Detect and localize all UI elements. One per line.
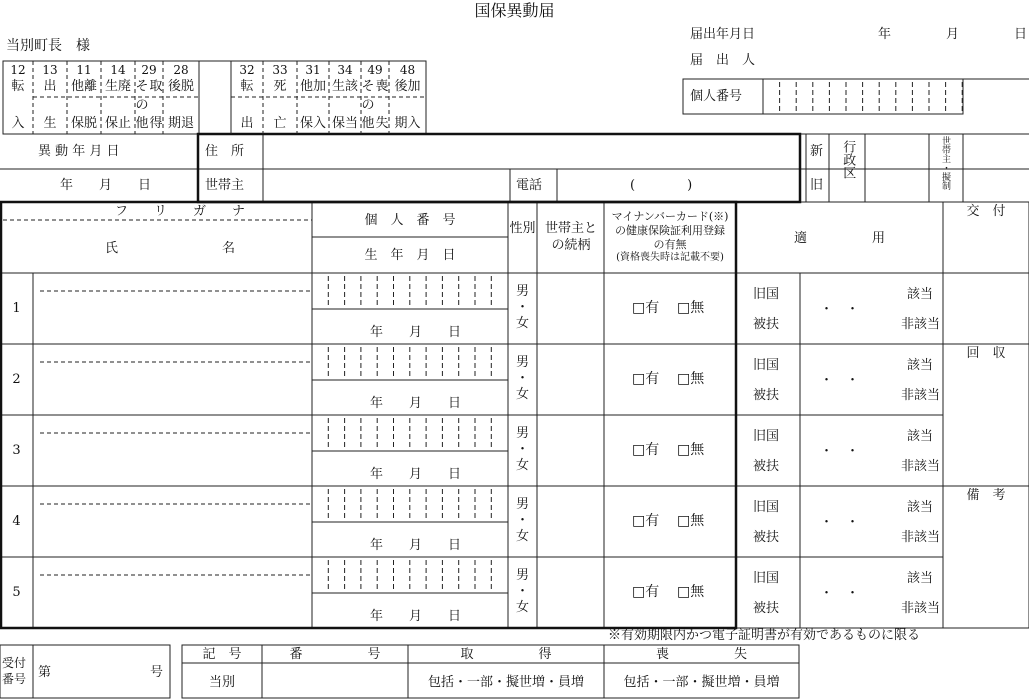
bt-shutoku-value: 包括・一部・擬世増・員増 (427, 675, 584, 690)
code-top-label: 後加 (394, 79, 421, 94)
code-number: 14 (110, 63, 126, 77)
row-number: 5 (12, 585, 21, 600)
change-date-units: 年 月 日 (60, 178, 152, 193)
code-bottom-label: 得 (149, 116, 163, 131)
remarks-header: 備 考 (966, 488, 1006, 503)
birthdate-units: 年 月 日 (370, 538, 462, 553)
applicable-option[interactable]: 該当 (907, 571, 934, 586)
mynumber-header-2: の健康保険証利用登録 (615, 224, 725, 237)
personal-number-label: 個人番号 (690, 89, 743, 104)
gender-male[interactable]: 男 (515, 426, 529, 441)
gender-female[interactable]: 女 (515, 600, 529, 615)
code-top-label: 後脱 (167, 79, 194, 94)
new-label: 新 (810, 144, 824, 159)
birthdate-header: 生 年 月 日 (364, 248, 456, 263)
personal-number-field[interactable] (313, 275, 507, 308)
application-date-dots: ・ ・ (820, 302, 860, 317)
applicable-option[interactable]: 該当 (907, 287, 934, 302)
hifu-label: 被扶 (753, 601, 780, 616)
mynumber-has-checkbox[interactable]: □有 (632, 442, 660, 458)
relationship-field[interactable] (538, 346, 603, 413)
application-date-dots: ・ ・ (820, 586, 860, 601)
code-top-label: 転 (240, 79, 254, 94)
address-field[interactable] (264, 136, 799, 168)
code-bottom-label: 他 (361, 116, 375, 131)
gender-male[interactable]: 男 (515, 284, 529, 299)
gender-male[interactable]: 男 (515, 497, 529, 512)
birthdate-units: 年 月 日 (370, 396, 462, 411)
gender-female[interactable]: 女 (515, 316, 529, 331)
mynumber-none-checkbox[interactable]: □無 (677, 584, 705, 600)
application-date-dots: ・ ・ (820, 515, 860, 530)
bt-bangou-field[interactable] (263, 664, 407, 697)
filing-year-unit: 年 (878, 27, 892, 42)
code-bottom-label: 期退 (167, 116, 194, 131)
furigana-field[interactable] (40, 417, 310, 433)
bt-bangou-header: 番 号 (289, 647, 381, 662)
household-head-label: 世帯主 (205, 178, 245, 193)
code-mid-label: の (361, 98, 375, 113)
furigana-field[interactable] (40, 275, 310, 291)
old-label: 旧 (810, 178, 824, 193)
row-number: 4 (12, 514, 21, 529)
code-top-label: 喪 (375, 79, 389, 94)
code-bottom-label: 入 (11, 116, 25, 131)
bt-kigou-header: 記 号 (202, 647, 242, 662)
code-bottom-label: 保入 (299, 116, 326, 131)
household-head-field[interactable] (264, 171, 509, 201)
code-number: 12 (10, 63, 26, 77)
code-number: 33 (272, 63, 288, 77)
relationship-field[interactable] (538, 559, 603, 626)
code-number: 13 (42, 63, 58, 77)
personal-number-field[interactable] (313, 417, 507, 450)
addressee: 当別町長 様 (6, 38, 90, 54)
kokuho-label: 旧国 (753, 287, 780, 302)
collection-header: 回 収 (966, 346, 1006, 361)
gender-male[interactable]: 男 (515, 355, 529, 370)
reception-go: 号 (150, 665, 164, 680)
mynumber-has-checkbox[interactable]: □有 (632, 584, 660, 600)
bt-soshitsu-value: 包括・一部・擬世増・員増 (623, 675, 780, 690)
name-field[interactable] (36, 577, 310, 625)
code-top-label: 取 (149, 79, 163, 94)
birthdate-units: 年 月 日 (370, 467, 462, 482)
relationship-field[interactable] (538, 488, 603, 555)
reception-label-1: 受付 (2, 656, 27, 670)
kokuho-label: 旧国 (753, 358, 780, 373)
member-row (0, 415, 1029, 486)
code-number: 28 (173, 63, 189, 77)
code-bottom-label: 期入 (394, 116, 421, 131)
mynumber-header-1: マイナンバーカード(※) (611, 210, 729, 223)
personal-number-field[interactable] (313, 346, 507, 379)
relationship-field[interactable] (538, 275, 603, 342)
hifu-label: 被扶 (753, 530, 780, 545)
phone-label: 電話 (516, 178, 543, 193)
code-number: 49 (367, 63, 383, 77)
head-system-label: 世帯主・擬制 (940, 136, 950, 190)
code-number: 34 (337, 63, 353, 77)
not-applicable-option[interactable]: 非該当 (901, 388, 941, 403)
furigana-field[interactable] (40, 488, 310, 504)
footnote: ※有効期限内かつ電子証明書が有効であるものに限る (608, 628, 921, 643)
code-top-label: 他離 (70, 79, 97, 94)
gender-dot: ・ (515, 442, 529, 457)
gender-female[interactable]: 女 (515, 387, 529, 402)
hifu-label: 被扶 (753, 388, 780, 403)
code-number: 32 (239, 63, 255, 77)
applicant-label: 届 出 人 (690, 53, 756, 68)
filing-date-label: 届出年月日 (690, 27, 756, 42)
not-applicable-option[interactable]: 非該当 (901, 317, 941, 332)
gender-header: 性別 (509, 221, 536, 236)
reception-dai: 第 (38, 665, 52, 680)
member-row (0, 273, 1029, 344)
code-top-label: そ (361, 79, 375, 94)
code-bottom-label: 亡 (273, 116, 287, 131)
furigana-header: フ リ ガ ナ (114, 204, 245, 219)
code-bottom-label: 保当 (331, 116, 358, 131)
furigana-field[interactable] (40, 346, 310, 362)
hifu-label: 被扶 (753, 459, 780, 474)
bt-shutoku-header: 取 得 (460, 647, 552, 662)
gender-dot: ・ (515, 300, 529, 315)
member-row (0, 486, 1029, 557)
mynumber-header-4: (資格喪失時は記載不要) (616, 252, 724, 263)
admin-area-label: 行政区 (840, 140, 856, 179)
gender-female[interactable]: 女 (515, 529, 529, 544)
member-row (0, 557, 1029, 628)
code-number: 48 (399, 63, 416, 77)
code-top-label: 生該 (331, 79, 358, 94)
personal-number-field[interactable] (313, 488, 507, 521)
gender-dot: ・ (515, 584, 529, 599)
reception-label-2: 番号 (2, 672, 27, 686)
code-bottom-label: 保止 (104, 116, 131, 131)
applicable-option[interactable]: 該当 (907, 358, 934, 373)
kokuho-label: 旧国 (753, 429, 780, 444)
name-field[interactable] (36, 435, 310, 483)
birthdate-units: 年 月 日 (370, 609, 462, 624)
relationship-field[interactable] (538, 417, 603, 484)
code-bottom-label: 出 (240, 116, 254, 131)
mynumber-none-checkbox[interactable]: □無 (677, 300, 705, 316)
not-applicable-option[interactable]: 非該当 (901, 459, 941, 474)
code-bottom-label: 保脱 (70, 116, 97, 131)
row-number: 2 (12, 372, 21, 387)
filing-month-unit: 月 (946, 27, 960, 42)
not-applicable-option[interactable]: 非該当 (901, 530, 941, 545)
relationship-header: 世帯主との続柄 (544, 221, 597, 253)
not-applicable-option[interactable]: 非該当 (901, 601, 941, 616)
mynumber-has-checkbox[interactable]: □有 (632, 513, 660, 529)
mynumber-none-checkbox[interactable]: □無 (677, 513, 705, 529)
row-number: 1 (12, 301, 21, 316)
code-bottom-label: 他 (135, 116, 149, 131)
mynumber-has-checkbox[interactable]: □有 (632, 300, 660, 316)
furigana-field[interactable] (40, 559, 310, 575)
applicant-personal-number-field[interactable] (763, 80, 963, 114)
code-number: 29 (141, 63, 157, 77)
gender-dot: ・ (515, 371, 529, 386)
bt-soshitsu-header: 喪 失 (655, 647, 747, 662)
birthdate-units: 年 月 日 (370, 325, 462, 340)
gender-female[interactable]: 女 (515, 458, 529, 473)
code-number: 11 (76, 63, 92, 77)
application-date-dots: ・ ・ (820, 373, 860, 388)
form-title: 国保異動届 (474, 1, 555, 20)
filing-day-unit: 日 (1014, 27, 1028, 42)
application-date-dots: ・ ・ (820, 444, 860, 459)
row-number: 3 (12, 443, 21, 458)
address-label: 住 所 (205, 144, 245, 159)
personal-number-header: 個 人 番 号 (364, 213, 456, 228)
applicable-option[interactable]: 該当 (907, 429, 934, 444)
delivery-header: 交 付 (966, 204, 1006, 219)
phone-field[interactable]: ( ) (630, 178, 693, 193)
code-bottom-label: 生 (43, 116, 57, 131)
code-top-label: 転 (11, 79, 25, 94)
name-field[interactable] (36, 506, 310, 554)
hifu-label: 被扶 (753, 317, 780, 332)
code-top-label: 出 (43, 79, 57, 94)
code-number: 31 (305, 63, 321, 77)
code-bottom-label: 失 (375, 116, 389, 131)
applicable-option[interactable]: 該当 (907, 500, 934, 515)
mynumber-none-checkbox[interactable]: □無 (677, 371, 705, 387)
personal-number-field[interactable] (313, 559, 507, 592)
code-mid-label: の (135, 98, 149, 113)
code-top-label: 他加 (299, 79, 326, 94)
code-top-label: そ (135, 79, 149, 94)
change-date-label: 異 動 年 月 日 (38, 144, 120, 159)
mynumber-header-3: の有無 (653, 238, 687, 251)
kokuho-label: 旧国 (753, 500, 780, 515)
gender-male[interactable]: 男 (515, 568, 529, 583)
member-row (0, 344, 1029, 415)
code-top-label: 生廃 (104, 79, 131, 94)
name-header: 氏 名 (104, 241, 235, 256)
name-field[interactable] (36, 293, 310, 341)
mynumber-none-checkbox[interactable]: □無 (677, 442, 705, 458)
name-field[interactable] (36, 364, 310, 412)
mynumber-has-checkbox[interactable]: □有 (632, 371, 660, 387)
gender-dot: ・ (515, 513, 529, 528)
code-top-label: 死 (273, 79, 287, 94)
bt-kigou-value: 当別 (208, 675, 235, 690)
application-header: 適 用 (793, 231, 885, 246)
kokuho-label: 旧国 (753, 571, 780, 586)
